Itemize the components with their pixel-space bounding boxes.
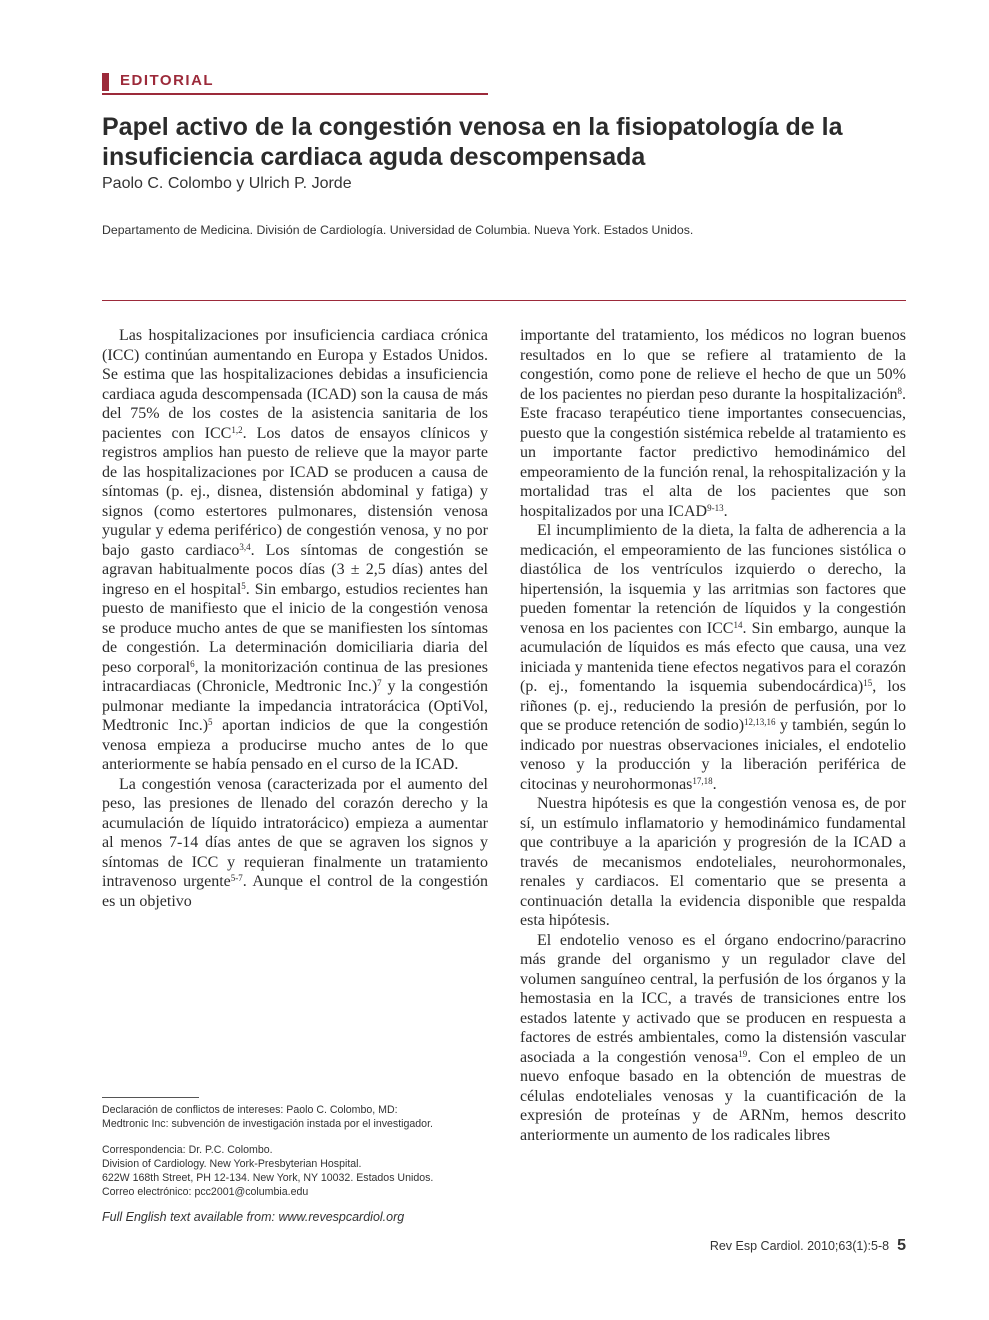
correspondence-line: Division of Cardiology. New York-Presbyterian Hospital. (102, 1158, 362, 1171)
header-divider (102, 300, 906, 301)
footnote-divider (102, 1097, 199, 1098)
body-column-left (102, 326, 488, 911)
body-column-right (520, 326, 906, 1145)
citation-ref[interactable]: 8 (897, 385, 902, 396)
conflicts-line: Declaración de conflictos de intereses: Paolo C. Colombo, MD: (102, 1104, 398, 1116)
footnotes (102, 1104, 492, 1199)
paragraph: La congestión venosa (caracterizada por el aumento del peso, las presiones de llenado del corazón derecho y la acumulación de líquido intratorácico) empieza a aumentar al menos 7-14 días antes de que se agraven los signos y síntomas de ICC y requieran finalmente un tratamiento intravenoso urgente$^{5-7}$. Aunque el control de la congestión es un objetivo (102, 775, 489, 910)
citation-ref[interactable]: 5-7 (230, 873, 243, 883)
page-number: 5 (897, 1237, 906, 1254)
citation-ref[interactable]: 5 (241, 580, 246, 591)
citation-ref[interactable]: 6 (190, 658, 195, 669)
article-authors: Paolo C. Colombo y Ulrich P. Jorde (102, 175, 352, 192)
citation-ref[interactable]: 17,18 (692, 775, 713, 786)
page-footer (710, 1237, 906, 1255)
section-tag-bar (102, 73, 109, 91)
citation-ref[interactable]: 9-13 (707, 502, 724, 513)
citation-ref[interactable]: 12,13,16 (744, 717, 776, 727)
paragraph: Nuestra hipótesis es que la congestión venosa es, de por sí, un estímulo inflamatorio y hemodinámico fundamental que contribuye a la aparición y progresión de la ICAD a través de mecanismos endoteliales, neurohormonales, renales y cardiacos. El comentario que se presenta a continuación detalla la evidencia disponible que respalda esta hipótesis. (520, 795, 906, 929)
correspondence-email[interactable]: Correo electrónico: pcc2001@columbia.edu (102, 1185, 309, 1198)
paragraph: El incumplimiento de la dieta, la falta de adherencia a la medicación, el empeoramiento de las funciones sistólica o diastólica de los ventrículos izquierdo o derecho, la hipertensión, la isquemia y las arritmias son factores que pueden fomentar la retención de líquidos y la congestión venosa en los pacientes con ICC$^{14}$. Sin embargo, aunque la acumulación de líquidos es más efecto que causa, una vez iniciada y mantenida tiene efectos negativos para el corazón (p. ej., fomentando la isquemia subendocárdica)$^{15}$, los riñones (p. ej., reduciendo la presión de perfusión, por lo que se produce retención de sodio)$^{12,13,16}$ y también, según lo indicado por nuestras observaciones iniciales, el endotelio venoso y la producción y la liberación periférica de citocinas y neurohormonas$^{17,18}$. (520, 522, 907, 793)
citation-ref[interactable]: 7 (377, 678, 382, 688)
citation-ref[interactable]: 3,4 (239, 541, 251, 552)
conflicts-line: Medtronic Inc: subvención de investigación instada por el investigador. (102, 1117, 433, 1130)
article-affiliation: Departamento de Medicina. División de Cardiología. Universidad de Columbia. Nueva York. Estados Unidos. (102, 223, 694, 237)
article-title: Papel activo de la congestión venosa en la fisiopatología de la insuficiencia cardiaca aguda descompensada (102, 113, 843, 171)
citation-ref[interactable]: 15 (863, 678, 873, 688)
journal-citation: Rev Esp Cardiol. 2010;63(1):5-8 (709, 1239, 890, 1253)
section-tag (102, 71, 488, 95)
citation-ref[interactable]: 19 (738, 1048, 748, 1059)
english-text-note[interactable]: Full English text available from: www.revespcardiol.org (102, 1210, 405, 1224)
correspondence-line: Correspondencia: Dr. P.C. Colombo. (102, 1144, 273, 1157)
paragraph: importante del tratamiento, los médicos no logran buenos resultados en lo que se refiere al tratamiento de la congestión, como pone de relieve el hecho de que un 50% de los pacientes no pierdan peso durante la hospitalización$^8$. Este fracaso terapéutico tiene importantes consecuencias, puesto que la congestión sistémica rebelde al tratamiento es un importante factor predictivo hemodinámico del empeoramiento de la función renal, la rehospitalización y la mortalidad tras el alta de los pacientes que son hospitalizados por una ICAD$^{9-13}$. (520, 327, 906, 520)
citation-ref[interactable]: 1,2 (231, 424, 243, 435)
section-label: EDITORIAL (120, 72, 215, 89)
paragraph: El endotelio venoso es el órgano endocrino/paracrino más grande del organismo y un regulador clave del volumen sanguíneo central, la perfusión de los órganos y la hemostasia en la ICC, a través de transiciones entre los estados latente y activado que se producen en respuesta a factores de estrés ambientales, como la distensión vascular asociada a la congestión venosa$^{19}$. Con el empleo de un nuevo enfoque basado en la obtención de muestras de células endoteliales venosas y la cuantificación de la expresión de proteínas y de ARNm, hemos descrito anteriormente un aumento de los radicales libres (520, 931, 906, 1144)
paragraph: Las hospitalizaciones por insuficiencia cardiaca crónica (ICC) continúan aumentando en Europa y Estados Unidos. Se estima que las hospitalizaciones debidas a insuficiencia cardiaca aguda descompensada (ICAD) son la causa de más del 75% de los costes de la asistencia sanitaria de los pacientes con ICC$^{1,2}$. Los datos de ensayos clínicos y registros amplios han puesto de relieve que la mayor parte de las hospitalizaciones por ICAD se producen a causa de síntomas (p. ej., disnea, distensión abdominal y fatiga) y signos (como estertores pulmonares, distensión venosa yugular y edema periférico) de congestión venosa, y no por bajo gasto cardiaco$^{3,4}$. Los síntomas de congestión se agravan habitualmente pocos días (3 ± 2,5 días) antes del ingreso en el hospital$^5$. Sin embargo, estudios recientes han puesto de manifiesto que el inicio de la congestión venosa se produce mucho antes de que se manifiesten los síntomas de congestión. La determinación domiciliaria diaria del peso corporal$^6$, la monitorización continua de las presiones intracardiacas (Chronicle, Medtronic Inc.)$^7$ y la congestión pulmonar mediante la impedancia intratorácica (OptiVol, Medtronic Inc.)$^5$ aportan indicios de que la congestión venosa empieza a producirse mucho antes de lo que anteriormente se había pensado en el curso de la ICAD. (102, 327, 489, 773)
citation-ref[interactable]: 5 (208, 717, 213, 727)
correspondence-line: 622W 168th Street, PH 12-134. New York, NY 10032. Estados Unidos. (102, 1171, 434, 1184)
citation-ref[interactable]: 14 (733, 619, 743, 630)
